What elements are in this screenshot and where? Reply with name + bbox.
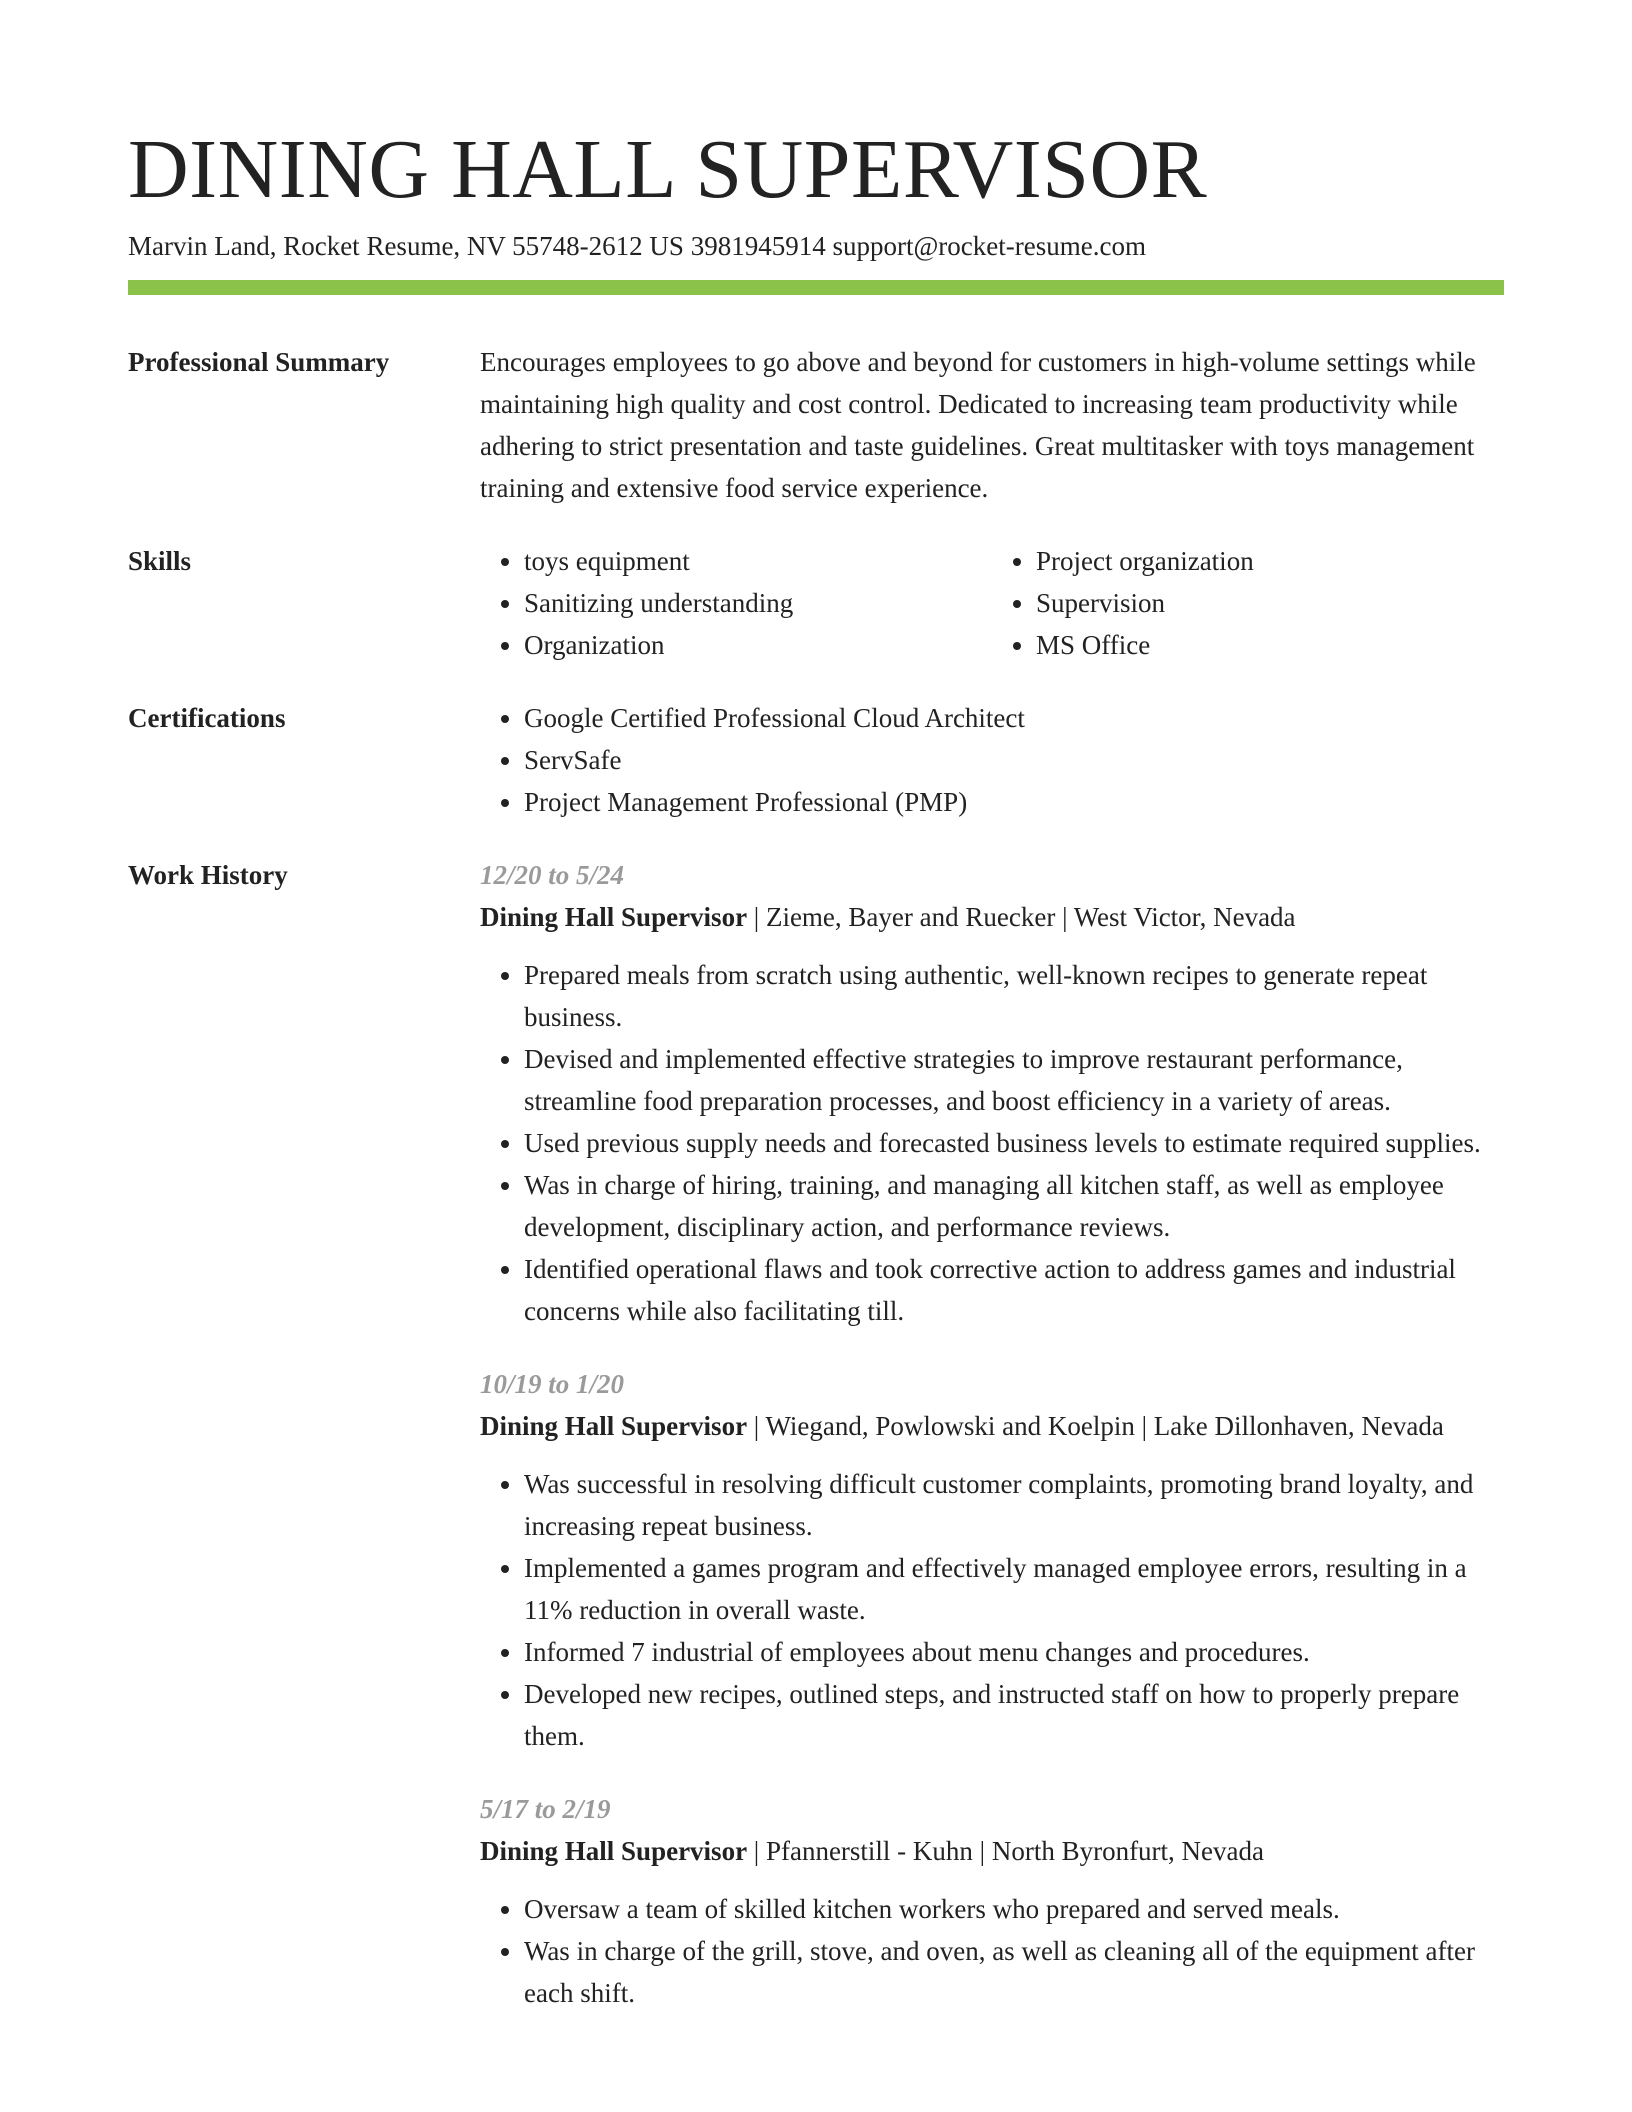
- job-title: Dining Hall Supervisor: [480, 1411, 748, 1441]
- job-entry: [480, 1788, 1504, 2014]
- job-dates: 5/17 to 2/19: [480, 1794, 611, 1824]
- work-history-section: [128, 854, 1504, 2014]
- job-entry: [480, 1363, 1504, 1757]
- certifications-label: Certifications: [128, 703, 286, 733]
- skill-item: • Supervision: [1036, 582, 1504, 624]
- job-bullet: • Was in charge of hiring, training, and managing all kitchen staff, as well as employee development, disciplinary action, and performance reviews.: [524, 1164, 1504, 1248]
- certifications-section: [128, 697, 1504, 823]
- skills-label: Skills: [128, 546, 192, 576]
- skill-item: • Sanitizing understanding: [524, 582, 992, 624]
- job-bullet: • Used previous supply needs and forecasted business levels to estimate required supplies.: [524, 1122, 1504, 1164]
- job-heading: [480, 1830, 1504, 1872]
- job-bullet: • Implemented a games program and effectively managed employee errors, resulting in a 11% reduction in overall waste.: [524, 1547, 1504, 1631]
- job-employer-location: | Wiegand, Powlowski and Koelpin | Lake Dillonhaven, Nevada: [747, 1411, 1444, 1441]
- job-bullet: • Devised and implemented effective strategies to improve restaurant performance, streamline food preparation processes, and boost efficiency in a variety of areas.: [524, 1038, 1504, 1122]
- job-heading: [480, 896, 1504, 938]
- job-employer-location: | Pfannerstill - Kuhn | North Byronfurt, Nevada: [747, 1836, 1265, 1866]
- job-bullet: • Developed new recipes, outlined steps, and instructed staff on how to properly prepare them.: [524, 1673, 1504, 1757]
- job-bullet: • Prepared meals from scratch using authentic, well-known recipes to generate repeat business.: [524, 954, 1504, 1038]
- job-employer-location: | Zieme, Bayer and Ruecker | West Victor, Nevada: [747, 902, 1296, 932]
- job-bullets: [480, 954, 1504, 1332]
- summary-text: Encourages employees to go above and beyond for customers in high-volume settings while maintaining high quality and cost control. Dedicated to increasing team productivity while adhering to strict presentation and taste guidelines. Great multitasker with toys management training and extensive food service experience.: [480, 347, 1476, 503]
- job-bullet: • Informed 7 industrial of employees about menu changes and procedures.: [524, 1631, 1504, 1673]
- job-dates: 10/19 to 1/20: [480, 1369, 625, 1399]
- skill-item: • Organization: [524, 624, 992, 666]
- skills-list-left: [480, 540, 992, 666]
- job-bullet: • Identified operational flaws and took corrective action to address games and industrial concerns while also facilitating till.: [524, 1248, 1504, 1332]
- certification-item: • Google Certified Professional Cloud Architect: [524, 697, 1504, 739]
- job-heading: [480, 1405, 1504, 1447]
- job-entry: [480, 854, 1504, 1332]
- skills-list-right: [992, 540, 1504, 666]
- job-title: Dining Hall Supervisor: [480, 902, 748, 932]
- certifications-list: [480, 697, 1504, 823]
- summary-label: Professional Summary: [128, 347, 390, 377]
- job-dates: 12/20 to 5/24: [480, 860, 625, 890]
- summary-section: [128, 341, 1504, 509]
- resume-page: [128, 0, 1504, 2014]
- job-bullets: [480, 1888, 1504, 2014]
- skill-item: • Project organization: [1036, 540, 1504, 582]
- certification-item: • ServSafe: [524, 739, 1504, 781]
- accent-divider: [128, 280, 1504, 295]
- job-bullet: • Was in charge of the grill, stove, and oven, as well as cleaning all of the equipment after each shift.: [524, 1930, 1504, 2014]
- work-history-label: Work History: [128, 860, 288, 890]
- job-title: Dining Hall Supervisor: [480, 1836, 748, 1866]
- contact-info: Marvin Land, Rocket Resume, NV 55748-2612 US 3981945914 support@rocket-resume.com: [128, 231, 1146, 261]
- certification-item: • Project Management Professional (PMP): [524, 781, 1504, 823]
- job-bullets: [480, 1463, 1504, 1757]
- job-bullet: • Oversaw a team of skilled kitchen workers who prepared and served meals.: [524, 1888, 1504, 1930]
- job-bullet: • Was successful in resolving difficult customer complaints, promoting brand loyalty, and increasing repeat business.: [524, 1463, 1504, 1547]
- resume-title: DINING HALL SUPERVISOR: [128, 123, 1208, 216]
- skills-section: [128, 540, 1504, 666]
- skill-item: • toys equipment: [524, 540, 992, 582]
- skill-item: • MS Office: [1036, 624, 1504, 666]
